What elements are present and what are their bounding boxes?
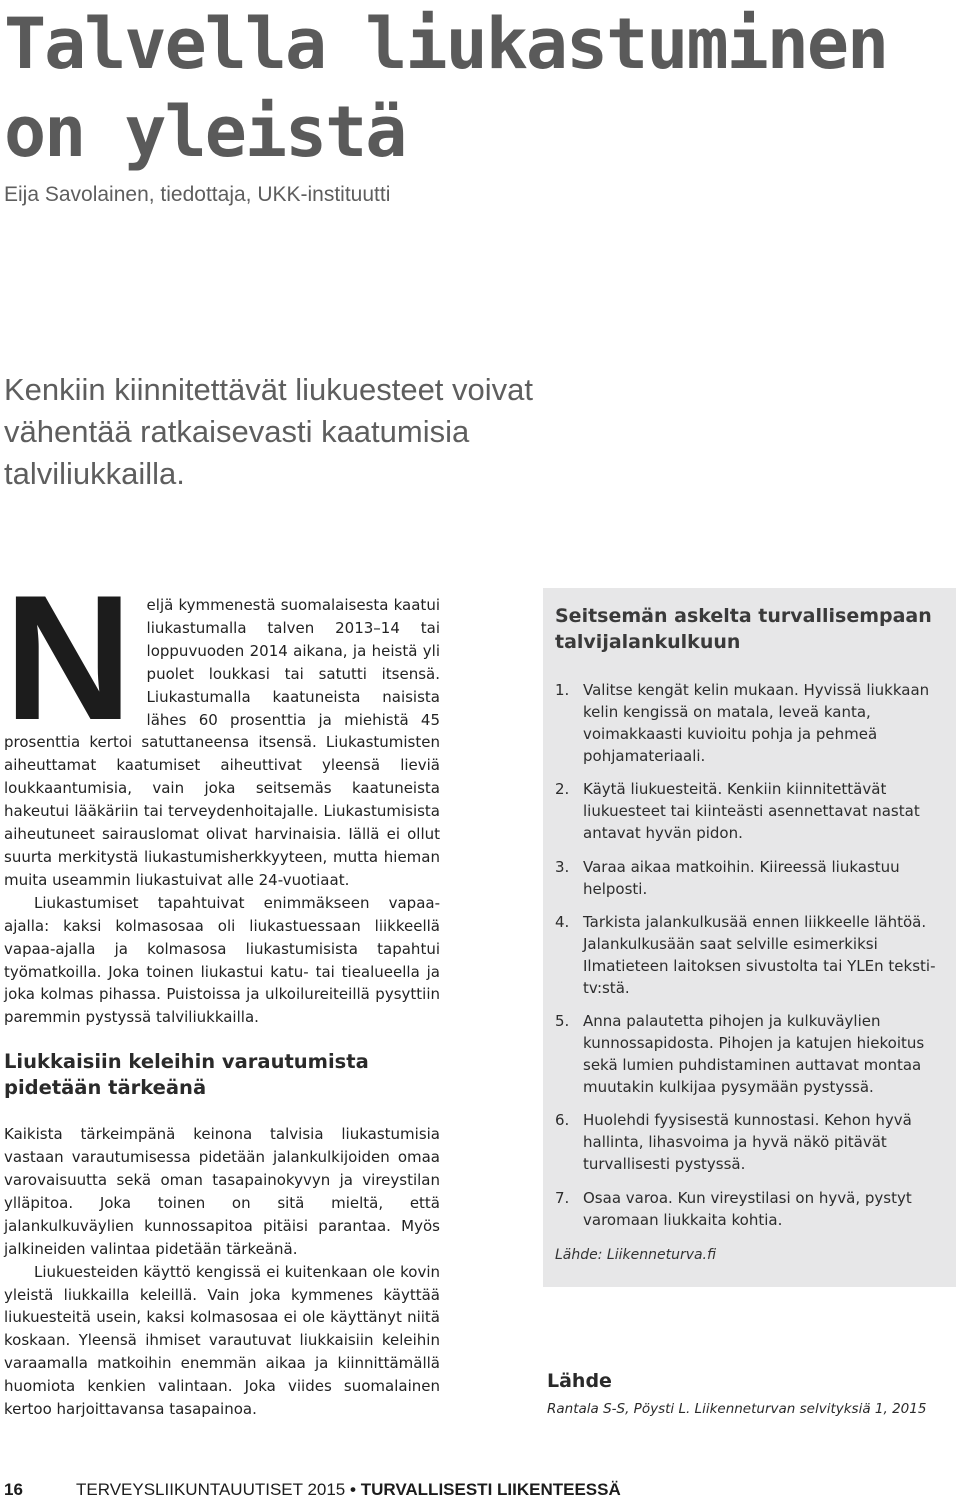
tip-text: Varaa aikaa matkoihin. Kiireessä liukastuu helposti. [583,857,900,898]
footer-running-title [76,1478,621,1501]
page-title: Talvella liukastuminen on yleistä [4,3,888,173]
tip-number: 6. [555,1111,570,1130]
tip-item [555,856,942,900]
tip-text: Huolehdi fyysisestä kunnostasi. Kehon hyvä hallinta, lihasvoima ja hyvä näkö pitävät turvallisesti pystyssä. [583,1111,912,1174]
sidebar-title: Seitsemän askelta turvallisempaan talvijalankulkuun [555,605,932,653]
tips-sidebar [543,588,956,1287]
tip-item [555,778,942,844]
article-paragraph-3: Kaikista tärkeimpänä keinona talvisia liukastumisia vastaan varautumisessa pidetään jalankulkijoiden omaa varovaisuutta sekä oman tasapainokyvyn ja vireystilan ylläpitoa. Joka toinen on sitä mieltä, että jalankulkuväylien kunnossapitoa pitäisi parantaa. Myös jalkineiden valintaa pidetään tärkeänä. [4,1125,440,1258]
publication-name: TERVEYSLIIKUNTAUUTISET 2015 [76,1480,346,1499]
tip-number: 5. [555,1012,570,1031]
article-paragraph-2: Liukastumiset tapahtuivat enimmäkseen vapaa-ajalla: kaksi kolmasosaa oli liukastuessaan liikkeellä vapaa-ajalla ja kolmasosa liukastumisista tapahtui työmatkoilla. Joka toinen liukastui katu- tai tiealueella ja joka kolmas pihassa. Puistoissa ja ulkoilureiteillä pysyttiin paremmin pystyssä talviliukkailla. [4,893,440,1027]
tip-number: 4. [555,912,570,931]
tip-text: Tarkista jalankulkusää ennen liikkeelle lähtöä. Jalankulkusään saat selville esimerkiksi Ilmatieteen laitoksen sivustolta tai YLEn teksti-tv:stä. [583,912,936,997]
tip-number: 1. [555,681,570,699]
article-subheading: Liukkaisiin keleihin varautumista pidetään tärkeänä [4,1050,369,1100]
tip-number: 2. [555,780,570,799]
tip-item [555,911,942,999]
tip-text: Anna palautetta pihojen ja kulkuväylien kunnossapidosta. Pihojen ja katujen hiekoitus sekä lumien puhdistaminen auttavat montaa muutakin kulkijaa pysymään pystyssä. [583,1012,925,1097]
tip-item [555,679,942,767]
bullet-separator: • [350,1480,356,1499]
drop-cap: N [4,558,133,757]
article-paragraph-1 [4,558,440,892]
source-heading: Lähde [547,1370,612,1392]
tip-item [555,1187,942,1231]
byline: Eija Savolainen, tiedottaja, UKK-instituutti [4,183,391,206]
tip-item [555,1010,942,1098]
tip-text: Osaa varoa. Kun vireystilasi on hyvä, pystyt varomaan liukkaita kohtia. [583,1188,912,1229]
page-footer [0,1478,960,1501]
sidebar-source: Lähde: Liikenneturva.fi [555,1246,717,1263]
lead-paragraph: Kenkiin kiinnitettävät liukuesteet voivat vähentää ratkaisevasti kaatumisia talviliukkailla. [4,372,534,491]
tip-item [555,1109,942,1175]
tip-number: 3. [555,857,570,876]
source-citation: Rantala S-S, Pöysti L. Liikenneturvan selvityksiä 1, 2015 [547,1401,927,1417]
page-number: 16 [4,1480,23,1499]
tip-text: Käytä liukuesteitä. Kenkiin kiinnitettävät liukuesteet tai kiinteästi asennettavat nastat antavat hyvän pidon. [583,780,920,843]
article-paragraph-1-text: eljä kymmenestä suomalaisesta kaatui liukastumalla talven 2013–14 tai loppuvuoden 2014 aikana, ja heistä yli puolet loukkasi tai satutti itsensä. Liukastumalla kaatuneista naisista lähes 60 prosenttia ja miehistä 45 prosenttia kertoi satuttaneensa itsensä. Liukastumisten aiheuttamat kaatumiset aiheuttivat yleensä lieviä loukkaantumisia, vain joka seitsemäs kaatuneista hakeutui lääkäriin tai terveydenhoitajalle. Liukastumisista aiheutuneet sairauslomat olivat harvinaisia. Iällä ei ollut suurta merkitystä liukastumisherkkyyteen, mutta hieman muita useammin liukastuivat alle 24-vuotiaat. [4,596,440,889]
section-name: TURVALLISESTI LIIKENTEESSÄ [360,1480,621,1499]
tips-list [555,679,942,1231]
tip-text: Valitse kengät kelin mukaan. Hyvissä liukkaan kelin kengissä on matala, leveä kanta, voimakkaasti kuvioitu pohja ja pehmeä pohjamateriaali. [583,681,930,765]
tip-number: 7. [555,1188,570,1207]
article-body [4,558,440,1421]
article-paragraph-4: Liukuesteiden käyttö kengissä ei kuitenkaan ole kovin yleistä liukkailla keleillä. Vain joka kymmenes käyttää liukuesteitä usein, kaksi kolmasosaa ei ole käyttänyt niitä koskaan. Yleensä ihmiset varautuvat liukkaisiin keleihin varaamalla matkoihin enemmän aikaa ja kiinnittämällä huomiota kenkien valintaan. Joka viides suomalainen kertoo harjoittavansa tasapainoa. [4,1262,440,1419]
